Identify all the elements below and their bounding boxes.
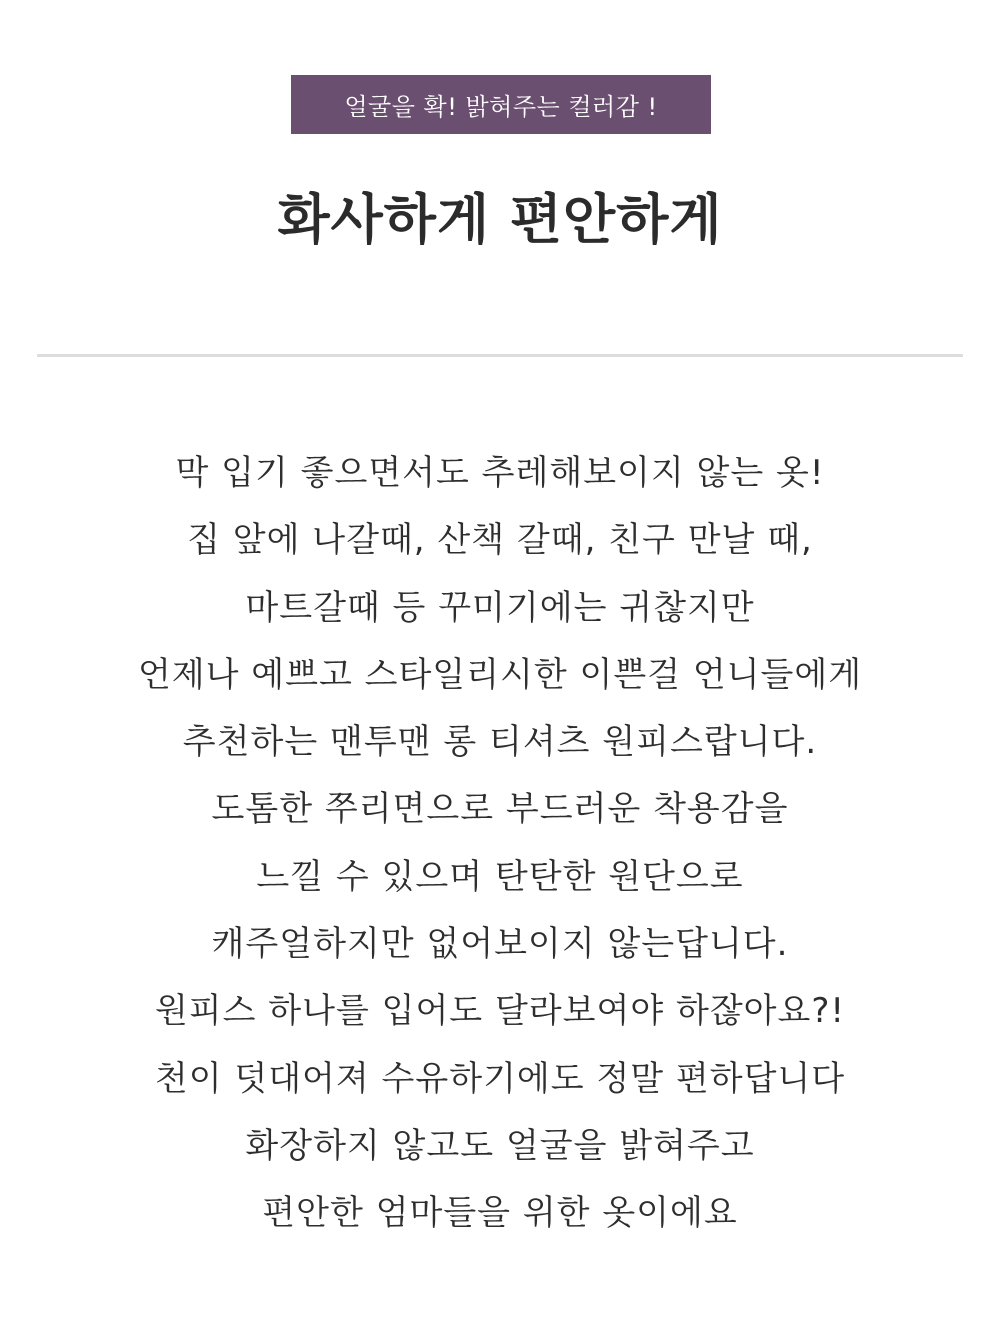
description-line: 천이 덧대어져 수유하기에도 정말 편하답니다 [154,1058,846,1099]
product-description [0,440,1000,1248]
description-line: 언제나 예쁘고 스타일리시한 이쁜걸 언니들에게 [137,654,863,695]
promo-badge [291,75,711,134]
description-line: 원피스 하나를 입어도 달라보여야 하잖아요?! [154,991,846,1032]
section-divider [37,354,963,357]
description-line: 편안한 엄마들을 위한 옷이에요 [262,1193,738,1234]
description-line: 도톰한 쭈리면으로 부드러운 착용감을 [211,789,789,830]
description-line: 집 앞에 나갈때, 산책 갈때, 친구 만날 때, [187,520,813,561]
description-line: 추천하는 맨투맨 롱 티셔츠 원피스랍니다. [182,722,818,763]
description-line: 화장하지 않고도 얼굴을 밝혀주고 [245,1125,755,1166]
description-line: 막 입기 좋으면서도 추레해보이지 않는 옷! [175,453,825,493]
description-line: 마트갈때 등 꾸미기에는 귀찮지만 [245,587,755,628]
page-title: 화사하게 편안하게 [277,188,723,251]
promo-badge-label: 얼굴을 확! 밝혀주는 컬러감 ! [344,93,658,121]
description-line: 캐주얼하지만 없어보이지 않는답니다. [211,924,789,965]
description-line: 느낄 수 있으며 탄탄한 원단으로 [256,856,744,897]
